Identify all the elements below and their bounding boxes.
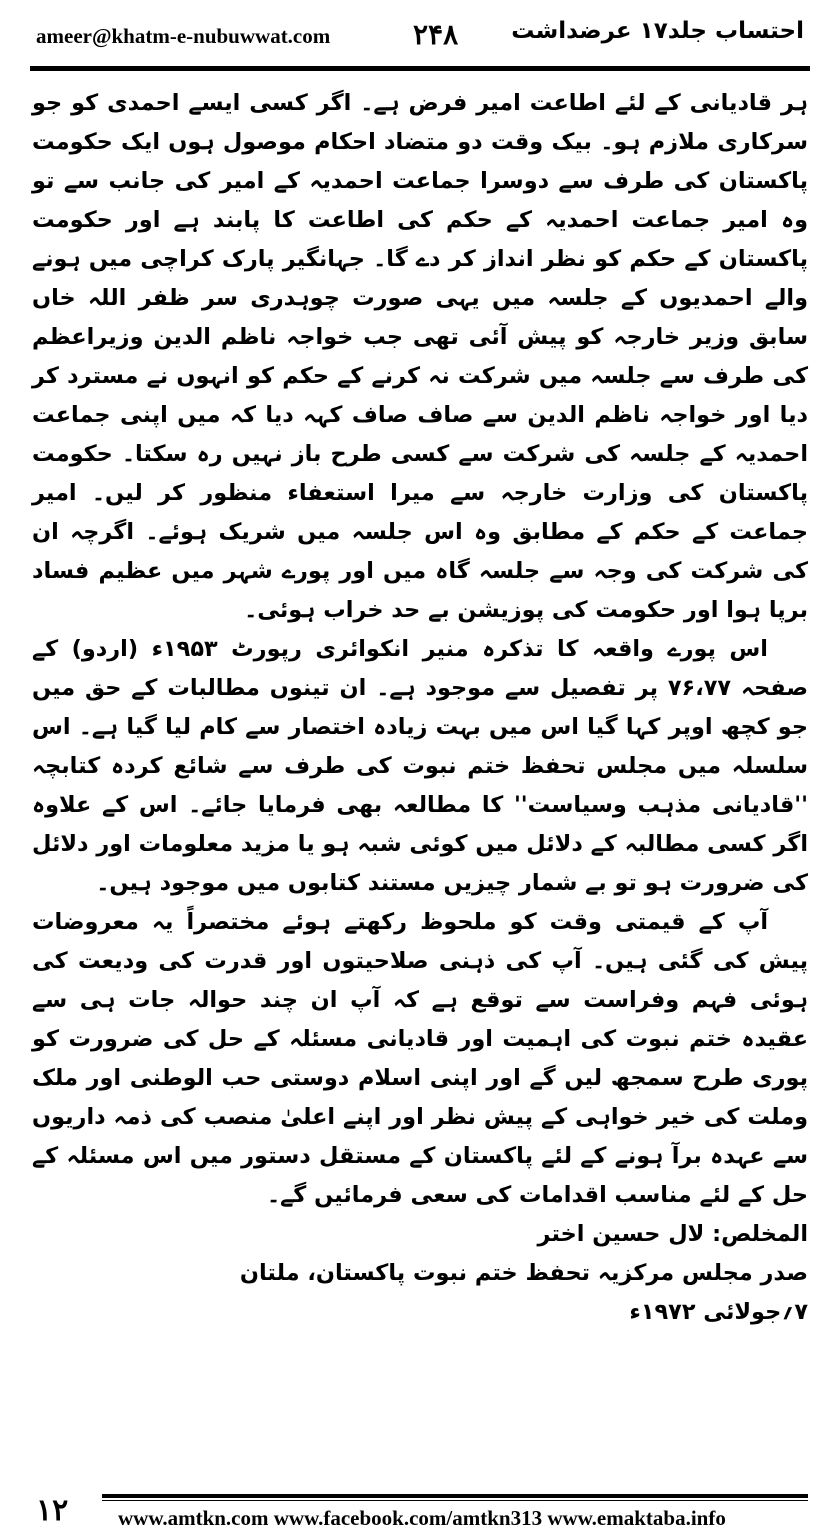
header-page-number: ۲۴۸ [413,18,459,51]
header-divider [30,66,810,71]
signature-designation: صدر مجلس مرکزیہ تحفظ ختم نبوت پاکستان، ملتان [239,1260,808,1286]
signature-date: ۷؍جولائی ۱۹۷۲ء [629,1299,808,1325]
header-book-title: احتساب جلد۱۷ عرضداشت [511,18,804,44]
footer-divider-thin [102,1500,808,1501]
footer-page-number: ۱۲ [36,1493,69,1528]
signature-name: المخلص: لال حسین اختر [537,1221,808,1247]
signature-block [32,1215,808,1254]
body-text [32,84,808,1332]
footer-divider [102,1494,808,1498]
paragraph-1: ہر قادیانی کے لئے اطاعت امیر فرض ہے۔ اگر کسی ایسے احمدی کو جو سرکاری ملازم ہو۔ بیک وقت دو متضاد احکام موصول ہوں ایک حکومت پاکستان کی طرف سے دوسرا جماعت احمدیہ کے امیر کی جانب سے تو وہ امیر جماعت احمدیہ کے حکم کی اطاعت کا پابند ہے اور حکومت پاکستان کے حکم کو نظر انداز کر دے گا۔ جہانگیر پارک کراچی میں ہونے والے احمدیوں کے جلسہ میں یہی صورت چوہدری سر ظفر اللہ خاں سابق وزیر خارجہ کو پیش آئی تھی جب خواجہ ناظم الدین وزیراعظم کی طرف سے جلسہ میں شرکت نہ کرنے کے حکم کو انہوں نے مسترد کر دیا اور خواجہ ناظم الدین سے صاف صاف کہہ دیا کہ میں اپنی جماعت احمدیہ کے جلسہ کی شرکت سے کسی طرح باز نہیں رہ سکتا۔ حکومت پاکستان کی وزارت خارجہ سے میرا استعفاء منظور کر لیں۔ امیر جماعت کے حکم کے مطابق وہ اس جلسہ میں شریک ہوئے۔ اگرچہ ان کی شرکت کی وجہ سے جلسہ گاہ میں اور پورے شہر میں عظیم فساد برپا ہوا اور حکومت کی پوزیشن بے حد خراب ہوئی۔ [32,90,808,623]
paragraph-3 [32,903,808,1215]
footer-urls: www.amtkn.com www.facebook.com/amtkn313 www.emaktaba.info [118,1506,726,1530]
paragraph-2: اس پورے واقعہ کا تذکرہ منیر انکوائری رپورٹ ۱۹۵۳ء (اردو) کے صفحہ ۷۶،۷۷ پر تفصیل سے موجود ہے۔ ان تینوں مطالبات کے حق میں جو کچھ اوپر کہا گیا اس میں بہت زیادہ اختصار سے کام لیا گیا ہے۔ اس سلسلہ میں مجلس تحفظ ختم نبوت کی طرف سے شائع کردہ کتابچہ ''قادیانی مذہب وسیاست'' کا مطالعہ بھی فرمایا جائے۔ اس کے علاوہ اگر کسی مطالبہ کے دلائل میں کوئی شبہ ہو یا مزید معلومات اور دلائل کی ضرورت ہو تو بے شمار چیزیں مستند کتابوں میں موجود ہیں۔ [31,636,808,896]
paragraph-3-text: آپ کے قیمتی وقت کو ملحوظ رکھتے ہوئے مختصراً یہ معروضات پیش کی گئی ہیں۔ آپ کی ذہنی صلاحیتوں اور قدرت کی ودیعت کی ہوئی فہم وفراست سے توقع ہے کہ آپ ان چند حوالہ جات ہی سے عقیدہ ختم نبوت کی اہمیت اور قادیانی مسئلہ کے حل کی ضرورت کو پوری طرح سمجھ لیں گے اور اپنی اسلام دوستی حب الوطنی اور ملک وملت کی خیر خواہی کے پیش نظر اور اپنے اعلیٰ منصب کی ذمہ داریوں سے عہدہ برآ ہونے کے لئے پاکستان کے مستقل دستور میں اس مسئلہ کے حل کے لئے مناسب اقدامات کی سعی فرمائیں گے۔ [32,909,808,1208]
header-email: ameer@khatm-e-nubuwwat.com [36,24,331,48]
page-header [30,16,810,60]
